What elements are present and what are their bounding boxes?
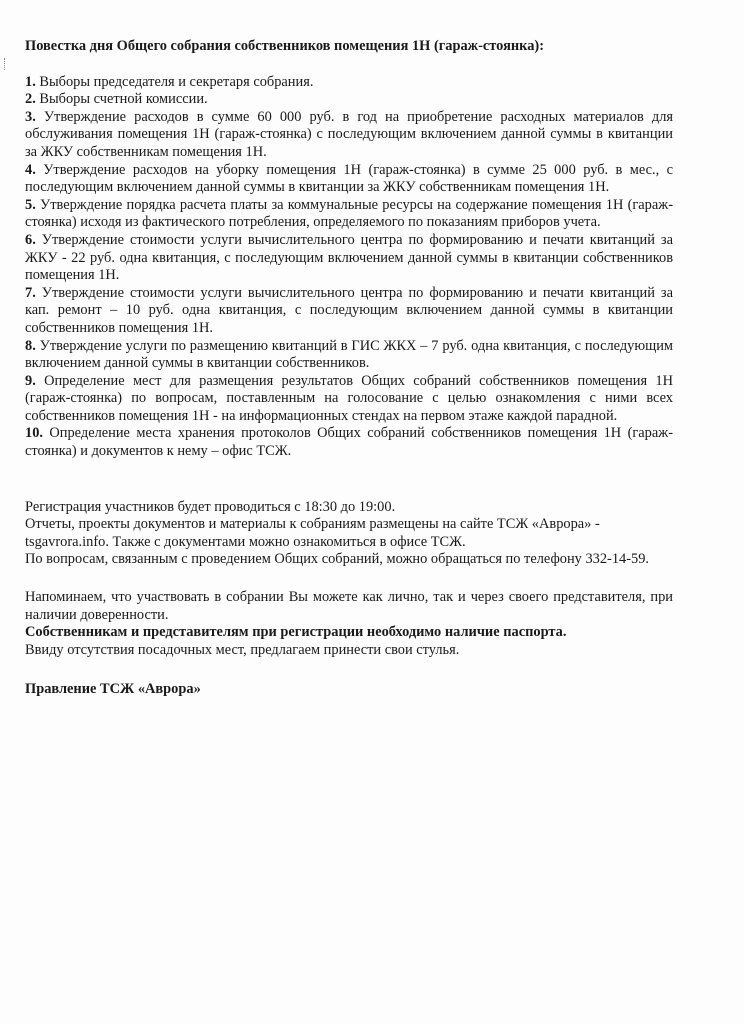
agenda-item-number: 10. (25, 425, 43, 442)
agenda-item-number: 1. (25, 73, 36, 90)
contact-phone: По вопросам, связанным с проведением Общих собраний, можно обращаться по телефону 332-14-59. (25, 551, 650, 568)
agenda-item-text: Утверждение стоимости услуги вычислительного центра по формированию и печати квитанций за кап. ремонт – 10 руб. одна квитанция, с последующим включением данной суммы в квитанции собственников помещения 1Н. (25, 284, 673, 336)
agenda-item-text: Определение места хранения протоколов Общих собраний собственников помещения 1Н (гараж-стоянка) и документов к нему – офис ТСЖ. (25, 425, 673, 460)
agenda-item-number: 6. (25, 231, 36, 248)
agenda-item-number: 7. (25, 284, 36, 301)
document-content (25, 38, 673, 713)
agenda-item (25, 197, 673, 232)
registration-time: Регистрация участников будет проводиться с 18:30 до 19:00. (25, 498, 396, 515)
agenda-item (25, 338, 673, 373)
agenda-item-number: 8. (25, 337, 36, 354)
agenda-item (25, 373, 673, 426)
agenda-item-text: Утверждение расходов на уборку помещения 1Н (гараж-стоянка) в сумме 25 000 руб. в мес., с последующим включением данной суммы в квитанции за ЖКУ собственникам помещения 1Н. (25, 161, 673, 196)
agenda-item-text: Выборы председателя и секретаря собрания. (35, 73, 314, 90)
passport-requirement: Собственникам и представителям при регистрации необходимо наличие паспорта. (25, 624, 567, 641)
agenda-item-number: 9. (25, 372, 36, 389)
agenda-item (25, 232, 673, 285)
agenda-item-number: 3. (25, 108, 36, 125)
documents-info: Отчеты, проекты документов и материалы к собраниям размещены на сайте ТСЖ «Аврора» - tsgavrora.info. Также с документами можно ознакомиться в офисе ТСЖ. (25, 516, 600, 550)
chairs-notice: Ввиду отсутствия посадочных мест, предлагаем принести свои стулья. (25, 641, 460, 658)
reminder-block (25, 589, 673, 659)
agenda-item-number: 5. (25, 196, 36, 213)
signature: Правление ТСЖ «Аврора» (25, 681, 201, 698)
agenda-item (25, 109, 673, 162)
participation-reminder: Напоминаем, что участвовать в собрании Вы можете как лично, так и через своего представителя, при наличии доверенности. (25, 589, 673, 623)
agenda-item (25, 91, 673, 109)
agenda-item (25, 162, 673, 197)
agenda-item-text: Определение мест для размещения результатов Общих собраний собственников помещения 1Н (гараж-стоянка) по вопросам, поставленным на голосование с целью ознакомления с ними всех собственников помещения 1Н - на информационных стендах на первом этаже каждой парадной. (25, 372, 673, 424)
agenda-item-text: Утверждение стоимости услуги вычислительного центра по формированию и печати квитанций за ЖКУ - 22 руб. одна квитанция, с последующим включением данной суммы в квитанции собственников помещения 1Н. (25, 231, 673, 284)
agenda-item-text: Утверждение услуги по размещению квитанций в ГИС ЖКХ – 7 руб. одна квитанция, с последующим включением данной суммы в квитанции собственников. (25, 337, 673, 372)
agenda-item (25, 425, 673, 460)
agenda-title: Повестка дня Общего собрания собственников помещения 1Н (гараж-стоянка): (25, 38, 545, 54)
agenda-item-text: Утверждение порядка расчета платы за коммунальные ресурсы на содержание помещения 1Н (гараж-стоянка) исходя из фактического потребления, определяемого по показаниям приборов учета. (25, 196, 673, 231)
agenda-item (25, 74, 673, 92)
agenda-item-text: Утверждение расходов в сумме 60 000 руб. в год на приобретение расходных материалов для обслуживания помещения 1Н (гараж-стоянка) с последующим включением данной суммы в квитанции за ЖКУ собственникам помещения 1Н. (25, 108, 673, 160)
agenda-item (25, 285, 673, 338)
notice-block (25, 499, 673, 569)
agenda-list (25, 74, 673, 461)
agenda-item-number: 4. (25, 161, 36, 178)
margin-mark (4, 58, 8, 70)
agenda-item-text: Выборы счетной комиссии. (35, 91, 208, 108)
agenda-item-number: 2. (25, 91, 36, 108)
